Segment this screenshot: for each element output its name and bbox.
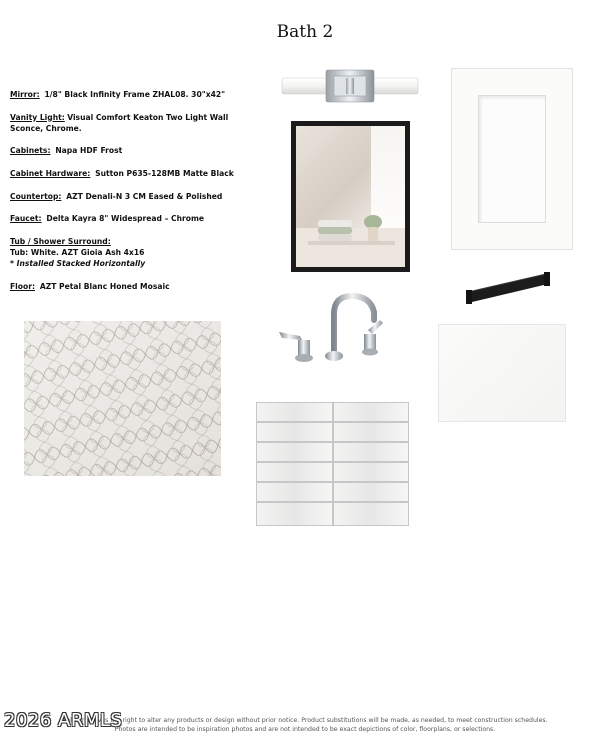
spec-floor	[10, 281, 275, 292]
spec-label: Mirror:	[10, 90, 40, 99]
spec-value: AZT Petal Blanc Honed Mosaic	[39, 281, 170, 291]
subway-tile-image	[256, 402, 409, 526]
spec-label: Vanity Light:	[10, 112, 65, 122]
spec-countertop	[10, 191, 275, 202]
spec-label: Tub / Shower Surround:	[10, 237, 111, 247]
spec-label: Cabinet Hardware:	[10, 169, 91, 179]
watermark: 2026 ARMLS	[4, 710, 123, 731]
spec-cabinets	[10, 145, 275, 156]
spec-mirror	[10, 89, 275, 100]
countertop-image	[438, 324, 566, 422]
spec-value: Sutton P635-128MB Matte Black	[95, 169, 234, 179]
mirror-image	[291, 121, 410, 272]
spec-list	[10, 89, 275, 304]
spec-label: Countertop:	[10, 191, 62, 201]
spec-note: * Installed Stacked Horizontally	[10, 259, 146, 269]
disclaimer-line-2: Photos are intended to be inspiration photos and are not intended to be exact depictions of color, floorplans, or selections.	[114, 726, 496, 733]
spec-value: Visual Comfort Keaton Two Light Wall	[67, 112, 229, 122]
towel	[318, 220, 352, 227]
vanity-light-image	[280, 68, 420, 104]
spec-label: Faucet:	[10, 214, 42, 224]
spec-label: Floor:	[10, 281, 36, 291]
page-title: Bath 2	[276, 22, 334, 42]
faucet-image	[276, 292, 386, 364]
mirror-glass	[296, 126, 405, 267]
disclaimer-line-1: Seller reserves the right to alter any products or design without prior notice. Product substitutions will be made, as needed, to meet construction schedules.	[62, 717, 548, 724]
spec-value: Napa HDF Frost	[55, 146, 123, 156]
towel	[318, 227, 352, 234]
spec-value: AZT Denali-N 3 CM Eased & Polished	[66, 191, 223, 201]
spec-tub-surround	[10, 236, 275, 269]
cabinet-pull-image	[462, 268, 554, 308]
spec-vanity-light	[10, 112, 275, 134]
mirror-reflection-shelf	[308, 241, 395, 245]
plant-pot	[368, 227, 378, 241]
spec-value: 1/8" Black Infinity Frame ZHAL08. 30"x42"	[44, 90, 226, 99]
spec-label: Cabinets:	[10, 146, 51, 156]
spec-value: Delta Kayra 8" Widespread – Chrome	[46, 214, 205, 224]
spec-subtext: Tub: White. AZT Gioia Ash 4x16	[10, 248, 145, 258]
floor-mosaic-image	[24, 321, 221, 476]
spec-cabinet-hardware	[10, 168, 275, 179]
towel	[318, 234, 352, 241]
spec-faucet	[10, 213, 275, 224]
cabinet-door-image	[451, 68, 573, 250]
spec-subtext: Sconce, Chrome.	[10, 123, 82, 133]
cabinet-panel	[478, 95, 546, 223]
